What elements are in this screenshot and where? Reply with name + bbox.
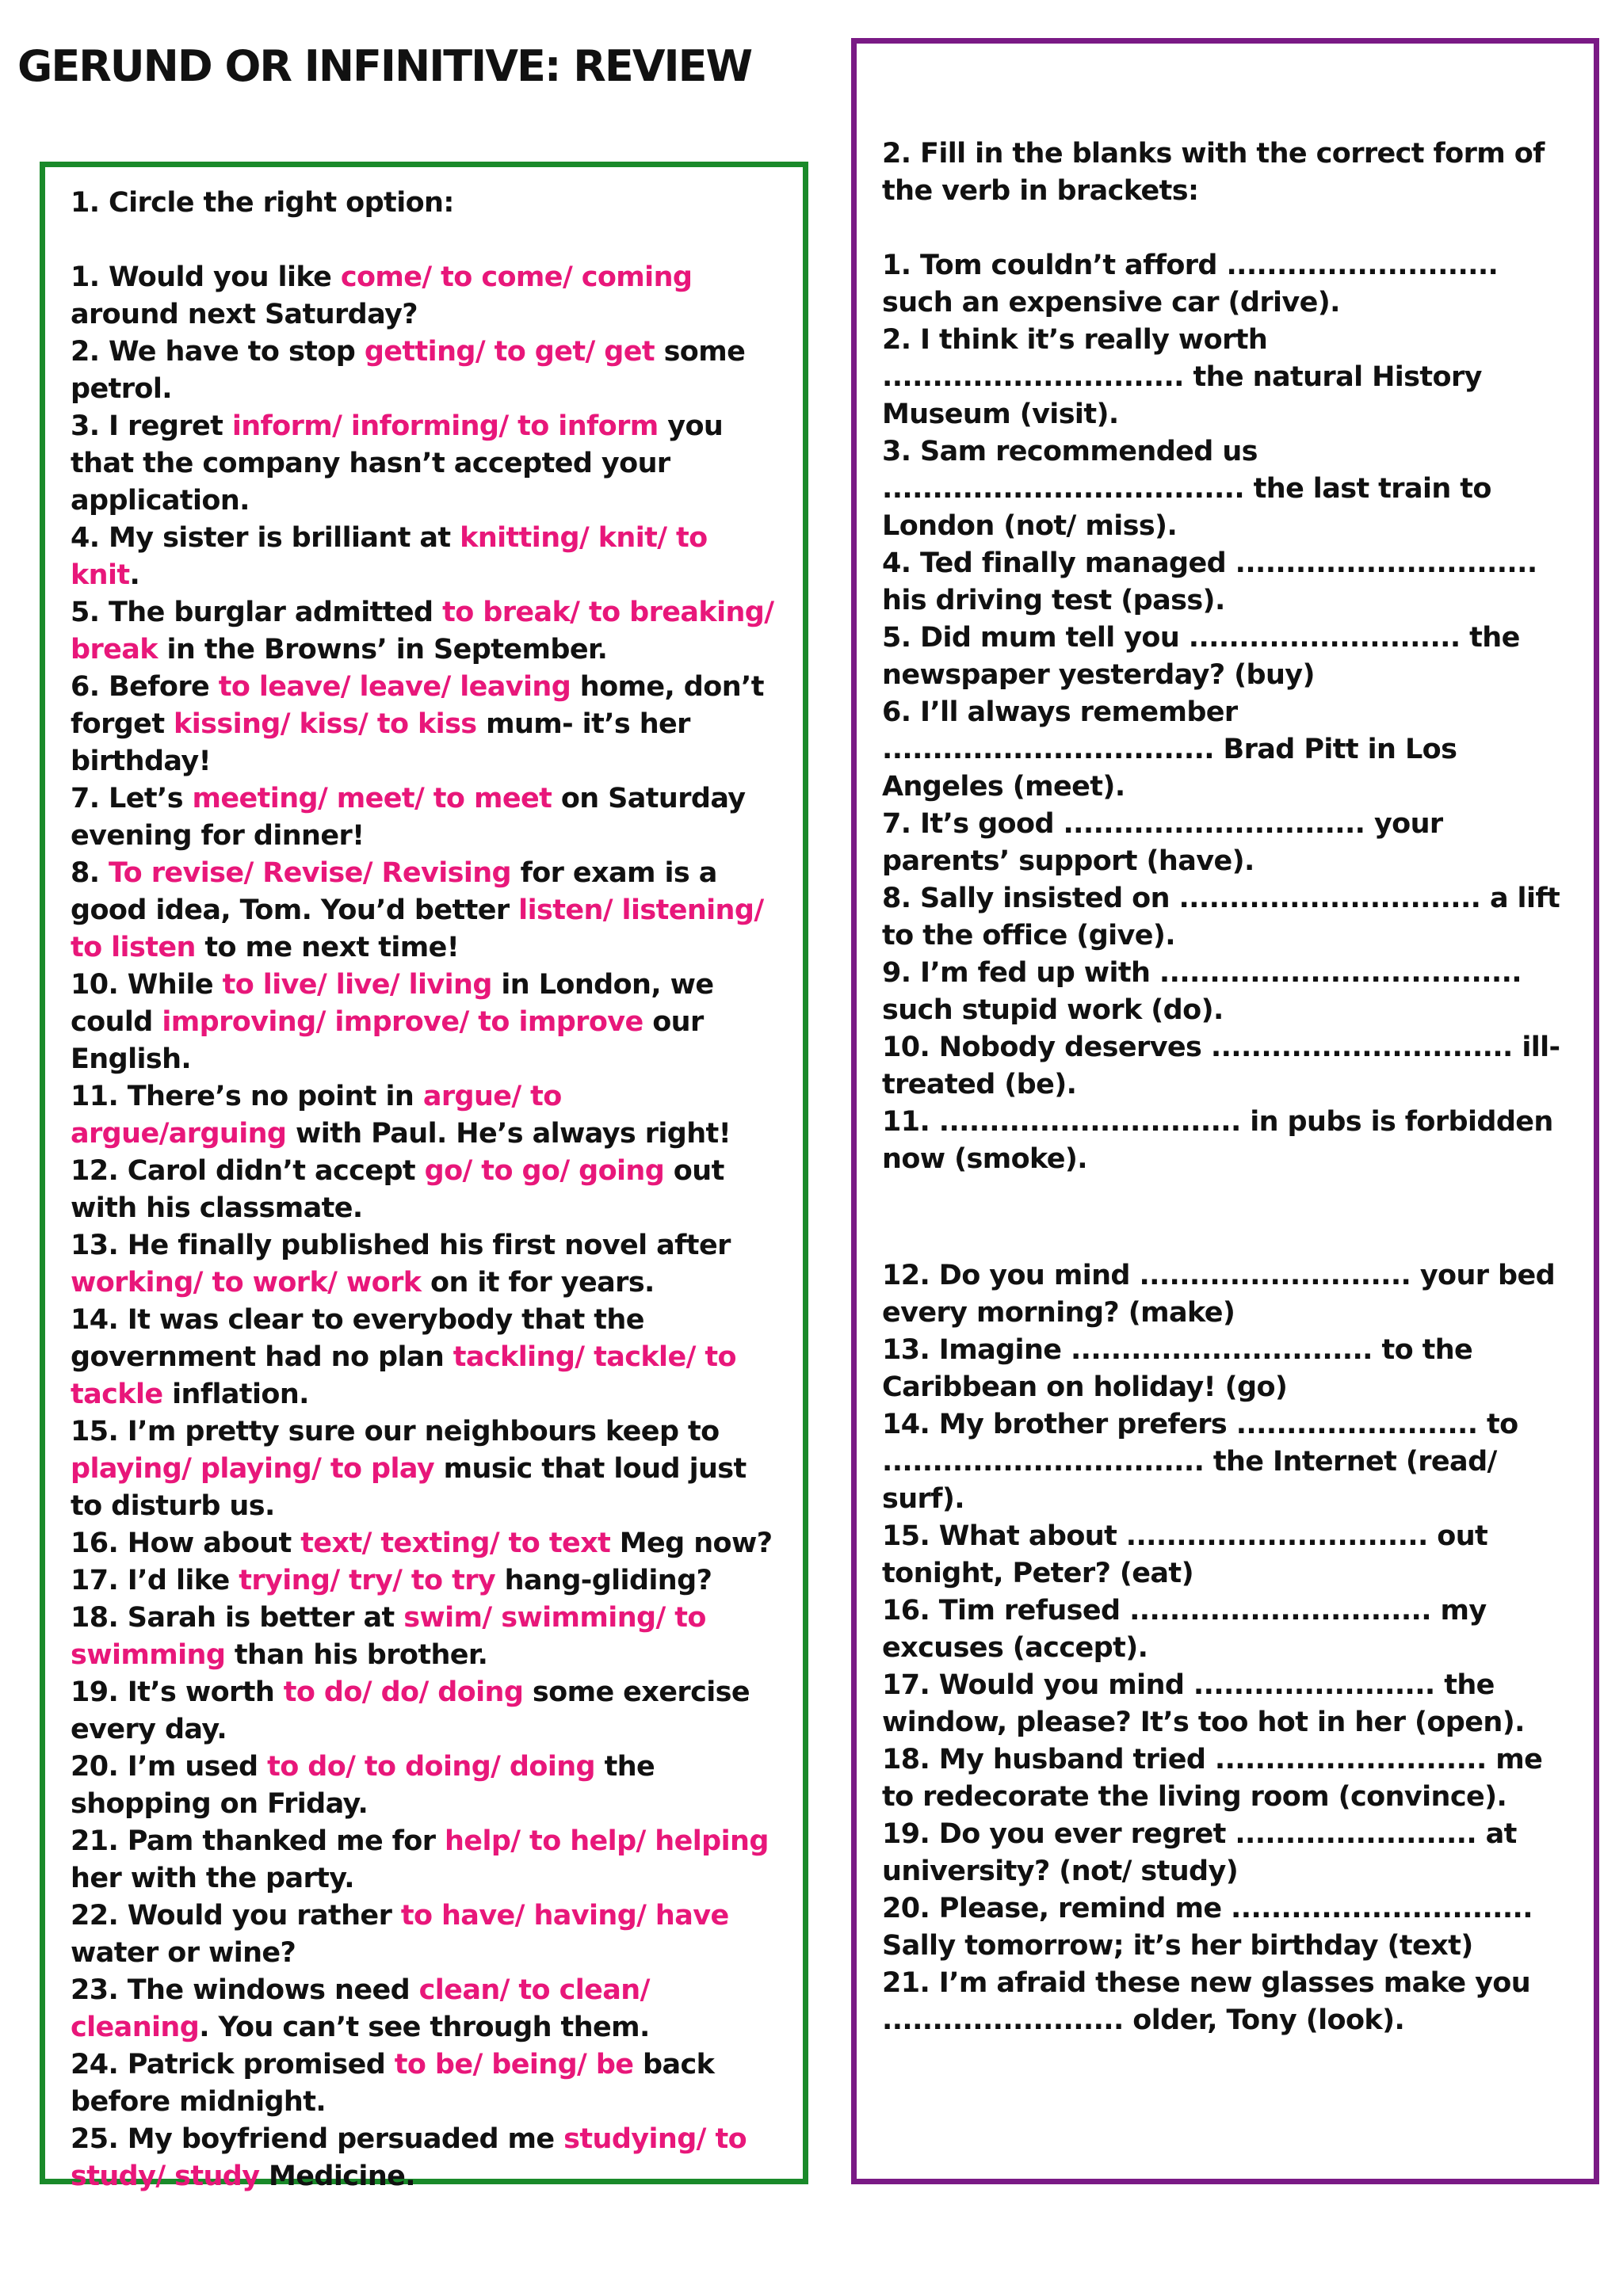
sentence-text: on it for years.: [421, 1267, 655, 1299]
exercise-1-item: [71, 1227, 784, 1302]
sentence-text: Medicine.: [259, 2161, 415, 2192]
sentence-text: in London, we could: [71, 969, 714, 1038]
exercise-1-item: [71, 1972, 784, 2046]
exercise-2-item: 11. .............................. in pubs is forbidden now (smoke).: [882, 1106, 1553, 1175]
answer-options[interactable]: To revise/ Revise/ Revising: [109, 857, 511, 889]
exercise-2-item: 19. Do you ever regret ........................ at university? (not/ study): [882, 1818, 1517, 1887]
exercise-1-item: [71, 855, 784, 967]
sentence-text: 5. The burglar admitted: [71, 597, 443, 628]
exercise-1-item: [71, 780, 784, 855]
answer-options[interactable]: to leave/ leave/ leaving: [218, 671, 571, 703]
sentence-text: back before midnight.: [71, 2049, 715, 2118]
sentence-text: 21. Pam thanked me for: [71, 1825, 445, 1857]
sentence-text: for exam is a good idea, Tom. You’d better: [71, 857, 717, 926]
exercise-2-item: 2. I think it’s really worth .............................. the natural History Museum (visit).: [882, 324, 1482, 430]
exercise-2-item: 18. My husband tried ........................... me to redecorate the living room (convince).: [882, 1744, 1543, 1813]
sentence-text: 4. My sister is brilliant at: [71, 522, 460, 554]
sentence-text: 13. He finally published his first novel after: [71, 1230, 731, 1261]
sentence-text: 16. How about: [71, 1527, 301, 1559]
sentence-text: mum- it’s her birthday!: [71, 708, 690, 777]
sentence-text: 6. Before: [71, 671, 219, 703]
exercise-2-item: 14. My brother prefers ........................ to ................................ the Internet (read/ surf).: [882, 1409, 1518, 1515]
sentence-text: home, don’t forget: [71, 671, 764, 740]
sentence-text: .: [129, 559, 140, 591]
answer-options[interactable]: clean/ to clean/ cleaning: [71, 1974, 650, 2043]
sentence-text: 7. Let’s: [71, 783, 193, 814]
answer-options[interactable]: kissing/ kiss/ to kiss: [174, 708, 477, 740]
answer-options[interactable]: text/ texting/ to text: [300, 1527, 611, 1559]
exercise-2-item: 3. Sam recommended us .................................... the last train to London (not/ miss).: [882, 436, 1491, 542]
sentence-text: 3. I regret: [71, 410, 232, 442]
answer-options[interactable]: inform/ informing/ to inform: [231, 410, 659, 442]
sentence-text: 24. Patrick promised: [71, 2049, 395, 2081]
sentence-text: 2. We have to stop: [71, 336, 365, 368]
answer-options[interactable]: improving/ improve/ to improve: [162, 1006, 643, 1038]
exercise-1-item: [71, 1078, 784, 1153]
exercise-2-item: 6. I’ll always remember ................................. Brad Pitt in Los Angeles (meet).: [882, 696, 1457, 803]
exercise-1-item: [71, 1749, 784, 1823]
sentence-text: 12. Carol didn’t accept: [71, 1155, 425, 1187]
sentence-text: hang-gliding?: [495, 1565, 712, 1596]
exercise-1-item: [71, 1562, 784, 1600]
answer-options[interactable]: listen/ listening/ to listen: [71, 894, 764, 963]
exercise-2-item: 21. I’m afraid these new glasses make you ........................ older, Tony (look).: [882, 1967, 1531, 2036]
exercise-1-item: [71, 520, 784, 594]
answer-options[interactable]: go/ to go/ going: [424, 1155, 665, 1187]
exercise-1-item: [71, 669, 784, 780]
exercise-2-item: 15. What about .............................. out tonight, Peter? (eat): [882, 1520, 1488, 1589]
exercise-2-item: 20. Please, remind me .............................. Sally tomorrow; it’s her birthday (text): [882, 1893, 1533, 1962]
sentence-text: in the Browns’ in September.: [157, 634, 608, 666]
exercise-1-item: [71, 594, 784, 669]
exercise-2-item: 17. Would you mind ........................ the window, please? It’s too hot in her (open).: [882, 1669, 1525, 1738]
sentence-text: 1. Would you like: [71, 261, 341, 293]
sentence-text: out with his classmate.: [71, 1155, 724, 1224]
exercise-1-box: [40, 162, 808, 2192]
sentence-text: water or wine?: [71, 1937, 296, 1969]
sentence-text: 8.: [71, 857, 109, 889]
exercise-1-item: [71, 1823, 784, 1897]
sentence-text: 18. Sarah is better at: [71, 1602, 404, 1634]
sentence-text: Meg now?: [610, 1527, 773, 1559]
sentence-text: her with the party.: [71, 1863, 354, 1894]
exercise-2-item: 4. Ted finally managed .............................. his driving test (pass).: [882, 547, 1537, 616]
sentence-text: on Saturday evening for dinner!: [71, 783, 746, 852]
exercise-1-item: [71, 2046, 784, 2121]
exercise-2-item: 10. Nobody deserves .............................. ill-treated (be).: [882, 1032, 1560, 1100]
sentence-text: inflation.: [162, 1379, 309, 1410]
exercise-1-item: [71, 259, 784, 334]
exercise-2-list-part-a: [882, 247, 1575, 1178]
sentence-text: music that loud just to disturb us.: [71, 1453, 747, 1522]
sentence-text: with Paul. He’s always right!: [286, 1118, 731, 1150]
exercise-1-item: [71, 967, 784, 1078]
answer-options[interactable]: to do/ to doing/ doing: [267, 1751, 595, 1783]
sentence-text: 20. I’m used: [71, 1751, 268, 1783]
answer-options[interactable]: playing/ playing/ to play: [71, 1453, 435, 1485]
sentence-text: 19. It’s worth: [71, 1676, 284, 1708]
exercise-1-item: [71, 1302, 784, 1413]
exercise-1-item: [71, 1525, 784, 1562]
exercise-2-item: 16. Tim refused .............................. my excuses (accept).: [882, 1595, 1487, 1664]
sentence-text: some petrol.: [71, 336, 746, 405]
sentence-text: our English.: [71, 1006, 704, 1075]
sentence-text: you that the company hasn’t accepted your application.: [71, 410, 724, 517]
answer-options[interactable]: come/ to come/ coming: [340, 261, 693, 293]
exercise-1-item: [71, 334, 784, 408]
answer-options[interactable]: knitting/ knit/ to knit: [71, 522, 708, 591]
answer-options[interactable]: help/ to help/ helping: [444, 1825, 769, 1857]
answer-options[interactable]: to live/ live/ living: [222, 969, 492, 1001]
exercise-1-item: [71, 408, 784, 520]
sentence-text: around next Saturday?: [71, 299, 418, 330]
answer-options[interactable]: studying/ to study/ study: [71, 2123, 747, 2192]
exercise-2-item: 12. Do you mind ........................... your bed every morning? (make): [882, 1260, 1556, 1329]
exercise-2-item: 1. Tom couldn’t afford ........................... such an expensive car (drive).: [882, 250, 1499, 318]
sentence-text: the shopping on Friday.: [71, 1751, 655, 1820]
exercise-2-item: 7. It’s good .............................. your parents’ support (have).: [882, 808, 1443, 877]
answer-options[interactable]: working/ to work/ work: [71, 1267, 422, 1299]
answer-options[interactable]: to be/ being/ be: [394, 2049, 634, 2081]
answer-options[interactable]: getting/ to get/ get: [364, 336, 655, 368]
answer-options[interactable]: swim/ swimming/ to swimming: [71, 1602, 706, 1671]
sentence-text: 22. Would you rather: [71, 1900, 401, 1932]
answer-options[interactable]: argue/ to argue/arguing: [71, 1081, 562, 1150]
sentence-text: 14. It was clear to everybody that the government had no plan: [71, 1304, 644, 1373]
sentence-text: than his brother.: [225, 1639, 488, 1671]
answer-options[interactable]: tackling/ tackle/ to tackle: [71, 1341, 736, 1410]
exercise-2-heading: 2. Fill in the blanks with the correct form of the verb in brackets:: [882, 138, 1545, 207]
sentence-text: to me next time!: [195, 932, 460, 963]
exercise-1-item: [71, 1153, 784, 1227]
exercise-1-item: [71, 1674, 784, 1749]
exercise-2-item: 8. Sally insisted on .............................. a lift to the office (give).: [882, 883, 1560, 952]
sentence-text: 11. There’s no point in: [71, 1081, 423, 1112]
answer-options[interactable]: to do/ do/ doing: [283, 1676, 524, 1708]
exercise-2-list-part-b: [882, 1257, 1575, 2039]
exercise-1-item: [71, 1600, 784, 1674]
exercise-2-item: 5. Did mum tell you ........................... the newspaper yesterday? (buy): [882, 622, 1520, 691]
sentence-text: 23. The windows need: [71, 1974, 419, 2006]
sentence-text: 10. While: [71, 969, 223, 1001]
exercise-1-heading: 1. Circle the right option:: [71, 187, 454, 219]
exercise-2-item: 13. Imagine .............................. to the Caribbean on holiday! (go): [882, 1334, 1473, 1403]
answer-options[interactable]: trying/ try/ to try: [239, 1565, 496, 1596]
exercise-1-item: [71, 1413, 784, 1525]
answer-options[interactable]: meeting/ meet/ to meet: [192, 783, 552, 814]
sentence-text: 15. I’m pretty sure our neighbours keep to: [71, 1416, 720, 1447]
exercise-2-item: 9. I’m fed up with .................................... such stupid work (do).: [882, 957, 1522, 1026]
exercise-1-item: [71, 1897, 784, 1972]
page-title: GERUND OR INFINITIVE: REVIEW: [17, 41, 752, 91]
sentence-text: . You can’t see through them.: [199, 2012, 650, 2043]
sentence-text: 25. My boyfriend persuaded me: [71, 2123, 564, 2155]
section-gap: [882, 1178, 1575, 1257]
sentence-text: 17. I’d like: [71, 1565, 239, 1596]
sentence-text: some exercise every day.: [71, 1676, 750, 1745]
exercise-1-item: [71, 2121, 784, 2195]
exercise-1-list: [71, 259, 784, 2195]
answer-options[interactable]: to break/ to breaking/ break: [71, 597, 774, 666]
exercise-2-box: [851, 38, 1599, 2184]
answer-options[interactable]: to have/ having/ have: [400, 1900, 729, 1932]
